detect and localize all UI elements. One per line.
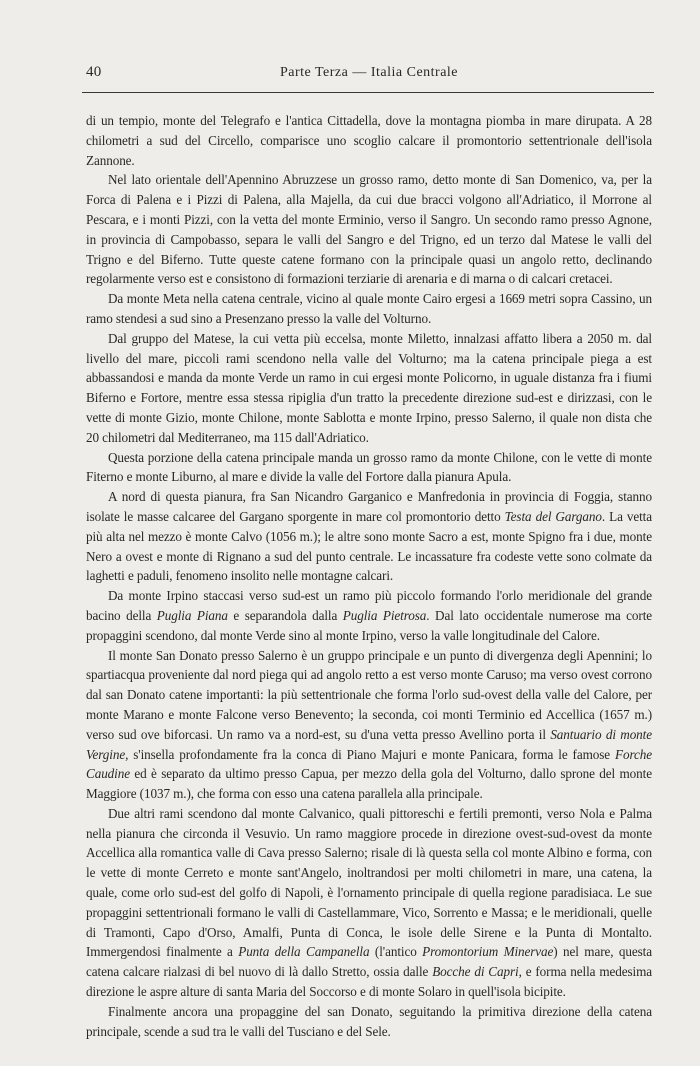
paragraph xyxy=(86,586,652,645)
italic-phrase: Puglia Piana xyxy=(156,607,228,623)
italic-phrase: Promontorium Minervae xyxy=(422,944,554,960)
italic-phrase: Puglia Pietrosa xyxy=(342,607,427,623)
text-run: di un tempio, monte del Telegrafo e l'antica Cittadella, dove la montagna piomba in mare dirupata. A 28 chilometri a sud del Circello, comparisce uno scoglio calcare il promontorio settentrionale dell'isola Zannone. xyxy=(86,113,652,168)
text-run: , s'insella profondamente fra la conca di Piano Majuri e monte Panicara, forma le famose xyxy=(125,746,615,762)
body-text xyxy=(86,111,652,1041)
text-run: . La vetta più alta nel mezzo è monte Calvo (1056 m.); le altre sono monte Sacro a est, monte Spigno fra i due, monte Nero a ovest e monte di Rignano a sud del punto centrale. Le incassature fra codeste vette sono colmate da laghetti e paduli, fenomeno insolito nelle montagne calcari. xyxy=(86,508,653,584)
paragraph xyxy=(86,170,652,289)
text-run: Il monte San Donato presso Salerno è un gruppo principale e un punto di divergenza degli Apennini; lo spartiacqua proveniente dal nord piega qui ad angolo retto a est verso monte Caruso; ma verso ovest corrono dal san Donato catene importanti: la più settentrionale che forma l'orlo sud-ovest della valle del Calore, per monte Marano e monte Falcone verso Benevento; la seconda, coi monti Terminio ed Accellica (1657 m.) verso sud ove biforcasi. Un ramo va a nord-est, su d'una vetta presso Avellino porta il xyxy=(86,647,652,742)
paragraph xyxy=(86,804,652,1002)
running-title: Parte Terza — Italia Centrale xyxy=(279,65,459,80)
paragraph xyxy=(86,329,652,448)
text-run: ) nel mare, questa catena calcare rialzasi di bel nuovo di là dallo Stretto, ossia dalle xyxy=(86,944,652,980)
italic-phrase: Punta della Campanella xyxy=(238,944,370,960)
paragraph xyxy=(86,448,652,488)
paragraph xyxy=(86,111,652,170)
text-run: Finalmente ancora una propaggine del san Donato, seguitando la primitiva direzione della catena principale, scende a sud tra le valli del Tusciano e del Sele. xyxy=(86,1003,652,1039)
italic-phrase: Testa del Gargano xyxy=(504,508,602,524)
italic-phrase: Bocche di Capri xyxy=(432,964,519,980)
text-run: Nel lato orientale dell'Apennino Abruzzese un grosso ramo, detto monte di San Domenico, va, per la Forca di Palena e i Pizzi di Palena, alla Majella, da cui due bracci volgono all'Adriatico, il Morrone al Pescara, e i monti Pizzi, con la vetta del monte Erminio, verso il Sangro. Un secondo ramo presso Agnone, in provincia di Campobasso, separa le valli del Sangro e del Trigno, ed un terzo dal Matese le valli del Trigno e del Biferno. Tutte queste catene formano con la principale quasi un angolo retto, declinando regolarmente verso est e consistono di formazioni terziarie di arenaria e di marna o di calcari cretacei. xyxy=(86,172,652,287)
text-run: (l'antico xyxy=(369,944,423,960)
text-run: Dal gruppo del Matese, la cui vetta più eccelsa, monte Miletto, innalzasi affatto libera a 2050 m. dal livello del mare, piccoli rami scendono nella valle del Volturno; ma la catena principale piega a est abbassandosi e manda da monte Verde un ramo in cui ergesi monte Policorno, in uguale distanza fra i fiumi Biferno e Fortore, mentre essa stessa ripiglia d'un tratto la precedente direzione sud-est e dirizzasi, con le vette di monte Gizio, monte Chilone, monte Sablotta e monte Irpino, presso Salerno, il quale non dista che 20 chilometri dal Mediterraneo, ma 115 dall'Adriatico. xyxy=(86,330,652,445)
italic-phrase: Santuario di monte Vergine xyxy=(86,726,652,762)
page-header xyxy=(86,64,652,86)
text-run: Da monte Meta nella catena centrale, vicino al quale monte Cairo ergesi a 1669 metri sopra Cassino, un ramo stendesi a sud sino a Presenzano presso la valle del Volturno. xyxy=(86,291,652,326)
paragraph xyxy=(86,289,652,329)
text-run: . Dal lato occidentale numerose ma corte propaggini scendono, dal monte Verde sino al monte Irpino, verso la valle longitudinale del Calore. xyxy=(86,607,653,643)
paragraph xyxy=(86,1002,652,1042)
header-rule xyxy=(82,92,654,93)
text-run: Da monte Irpino staccasi verso sud-est un ramo più piccolo formando l'orlo meridionale del grande bacino della xyxy=(86,588,652,623)
paragraph xyxy=(86,646,652,804)
italic-phrase: Forche Caudine xyxy=(86,746,652,782)
text-run: Questa porzione della catena principale manda un grosso ramo da monte Chilone, con le vette di monte Fiterno e monte Liburno, al mare e divide la valle del Fortore dalla pianura Apula. xyxy=(86,449,652,485)
text-run: Due altri rami scendono dal monte Calvanico, quali pittoreschi e fertili premonti, verso Nola e Palma nella pianura che circonda il Vesuvio. Un ramo maggiore procede in direzione ovest-sud-ovest da monte Accellica alla romantica valle di Cava presso Salerno; risale di là questa sella col monte Albino e forma, con le vette di monte Cerreto e monte sant'Angelo, inoltrandosi per molti chilometri in mare, una catena, la quale, come orlo sud-est del golfo di Napoli, è l'ornamento principale di quella regione paradisiaca. Le sue propaggini settentrionali formano le valli di Castellammare, Vico, Sorrento e Massa; e le meridionali, quelle di Tramonti, Capo d'Orso, Amalfi, Punta di Conca, le isole delle Sirene e la Punta di Montalto. Immergendosi finalmente a xyxy=(86,805,652,960)
text-run: , e forma nella medesima direzione le aspre alture di santa Maria del Soccorso e di monte Solaro in quell'isola bicipite. xyxy=(86,964,652,1000)
text-run: ed è separato da ultimo presso Capua, per mezzo della gola del Volturno, dallo sprone del monte Maggiore (1037 m.), che forma con esso una catena parallela alla principale. xyxy=(86,766,652,802)
text-run: e separandola dalla xyxy=(227,607,343,623)
text-run: A nord di questa pianura, fra San Nicandro Garganico e Manfredonia in provincia di Foggia, stanno isolate le masse calcaree del Gargano sporgente in mare col promontorio detto xyxy=(86,489,652,524)
page-number: 40 xyxy=(86,64,102,80)
paragraph xyxy=(86,487,652,586)
